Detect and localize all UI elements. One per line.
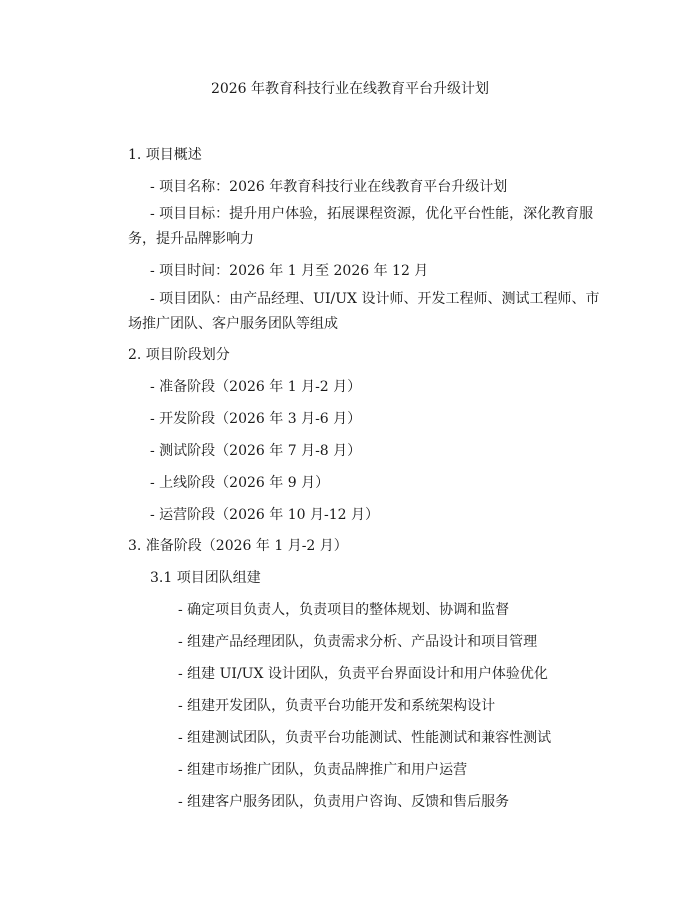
list-item: - 项目时间：2026 年 1 月至 2026 年 12 月 xyxy=(150,263,429,279)
section-heading-preparation: 3. 准备阶段（2026 年 1 月-2 月） xyxy=(128,538,348,554)
list-item: - 测试阶段（2026 年 7 月-8 月） xyxy=(150,443,362,459)
list-item: - 组建测试团队，负责平台功能测试、性能测试和兼容性测试 xyxy=(178,730,552,746)
section-heading-phases: 2. 项目阶段划分 xyxy=(128,347,230,363)
list-item: - 项目团队：由产品经理、UI/UX 设计师、开发工程师、测试工程师、市场推广团队、客户服务团队等组成 xyxy=(128,291,600,332)
list-item: - 组建 UI/UX 设计团队，负责平台界面设计和用户体验优化 xyxy=(178,666,548,682)
list-item: - 项目名称：2026 年教育科技行业在线教育平台升级计划 xyxy=(150,179,508,195)
list-item: - 准备阶段（2026 年 1 月-2 月） xyxy=(150,379,362,395)
list-item: - 项目目标：提升用户体验，拓展课程资源，优化平台性能，深化教育服务，提升品牌影响力 xyxy=(128,206,594,247)
subsection-heading-team: 3.1 项目团队组建 xyxy=(150,570,261,586)
list-item: - 组建开发团队，负责平台功能开发和系统架构设计 xyxy=(178,698,496,714)
list-item: - 组建产品经理团队，负责需求分析、产品设计和项目管理 xyxy=(178,634,538,650)
section-heading-overview: 1. 项目概述 xyxy=(128,147,202,163)
list-item: - 开发阶段（2026 年 3 月-6 月） xyxy=(150,411,362,427)
list-item: - 组建市场推广团队，负责品牌推广和用户运营 xyxy=(178,762,468,778)
document-title: 2026 年教育科技行业在线教育平台升级计划 xyxy=(210,81,490,97)
list-item: - 上线阶段（2026 年 9 月） xyxy=(150,475,330,491)
list-item: - 运营阶段（2026 年 10 月-12 月） xyxy=(150,507,379,523)
list-item: - 组建客户服务团队，负责用户咨询、反馈和售后服务 xyxy=(178,794,510,810)
list-item: - 确定项目负责人，负责项目的整体规划、协调和监督 xyxy=(178,602,510,618)
